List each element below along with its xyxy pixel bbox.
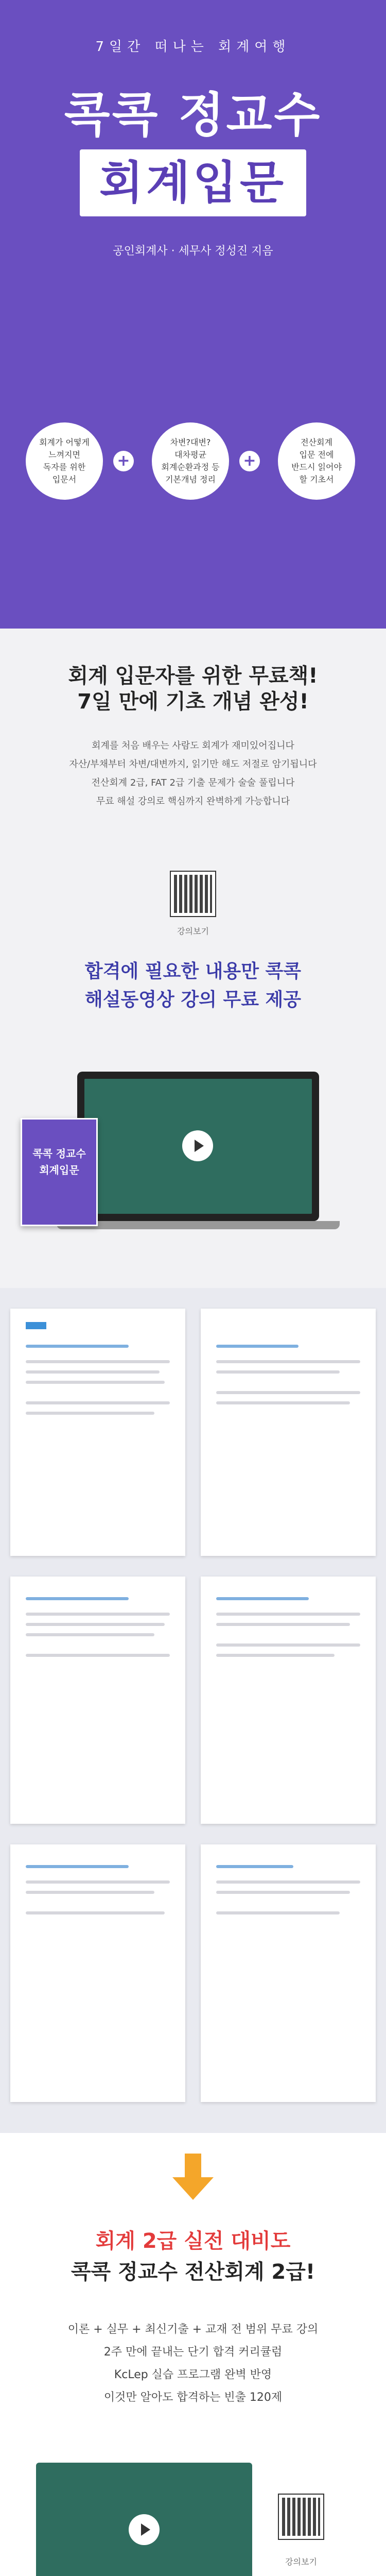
qr-code[interactable] [170, 871, 216, 917]
plus-icon: + [113, 451, 134, 471]
hero-title: 콕콕 정교수 [64, 88, 322, 143]
promo-list-item: 2주 만에 끝내는 단기 합격 커리큘럼 [103, 2346, 283, 2359]
desc-line: 무료 해설 강의로 핵심까지 완벽하게 가능합니다 [96, 796, 290, 807]
play-icon[interactable] [129, 2514, 160, 2545]
preview-page [10, 1577, 185, 1824]
promo-list [0, 2318, 386, 2409]
hero-subtitle: 7일간 떠나는 회계여행 [95, 39, 291, 55]
book-cover-mini: 콕콕 정교수 회계입문 [21, 1118, 98, 1226]
qr-label: 강의보기 [285, 2557, 317, 2567]
preview-page [201, 1309, 376, 1556]
video-title-1: 합격에 필요한 내용만 콕콕 [84, 961, 302, 982]
video-title-2: 해설동영상 강의 무료 제공 [84, 989, 302, 1010]
promo-section [0, 2133, 386, 2576]
promo-heading [0, 2226, 386, 2287]
play-icon[interactable] [182, 1130, 213, 1161]
free-book-section [0, 629, 386, 1288]
desc-line: 전산회계 2급, FAT 2급 기출 문제가 술술 풀립니다 [91, 777, 295, 788]
feature-bubbles [21, 422, 365, 536]
preview-page [10, 1309, 185, 1556]
preview-page [201, 1844, 376, 2102]
hero-section [0, 0, 386, 629]
free-description [41, 737, 345, 811]
qr-code[interactable] [278, 2494, 324, 2540]
hero-box-title: 회계입문 [80, 149, 306, 216]
hero-author: 공인회계사 · 세무사 정성진 지음 [113, 245, 273, 258]
plus-icon: + [239, 451, 260, 471]
feature-bubble: 차변?대변? 대차평균 회계순환과정 등 기본개념 정리 [152, 422, 229, 500]
qr-label: 강의보기 [177, 926, 209, 936]
preview-page [10, 1844, 185, 2102]
desc-line: 회계를 처음 배우는 사람도 회계가 재미있어집니다 [92, 740, 294, 751]
feature-bubble: 회계가 어떻게 느껴지면 독자를 위한 입문서 [26, 422, 103, 500]
video-screen[interactable] [84, 1079, 312, 1214]
laptop-mockup [77, 1072, 319, 1221]
preview-page [201, 1577, 376, 1824]
desc-line: 자산/부채부터 차변/대변까지, 읽기만 해도 저절로 암기됩니다 [69, 759, 317, 770]
promo-heading-1: 회계 2급 실전 대비도 [95, 2229, 291, 2253]
promo-heading-2: 콕콕 정교수 전산회계 2급! [71, 2260, 315, 2284]
laptop-base [57, 1221, 340, 1229]
feature-bubble: 전산회계 입문 전에 반드시 읽어야 할 기초서 [278, 422, 355, 500]
arrow-down-icon [172, 2154, 214, 2200]
preview-tag [26, 1322, 46, 1329]
free-heading-2: 7일 만에 기초 개념 완성! [77, 690, 309, 714]
promo-list-item: 이론 + 실무 + 최신기출 + 교재 전 범위 무료 강의 [67, 2323, 319, 2336]
promo-list-item: KcLep 실습 프로그램 완벽 반영 [114, 2368, 272, 2381]
page-preview-section [0, 1288, 386, 2133]
promo-list-item: 이것만 알아도 합격하는 빈출 120제 [103, 2391, 283, 2404]
free-heading-1: 회계 입문자를 위한 무료책! [68, 664, 318, 688]
promo-video[interactable] [36, 2463, 252, 2576]
